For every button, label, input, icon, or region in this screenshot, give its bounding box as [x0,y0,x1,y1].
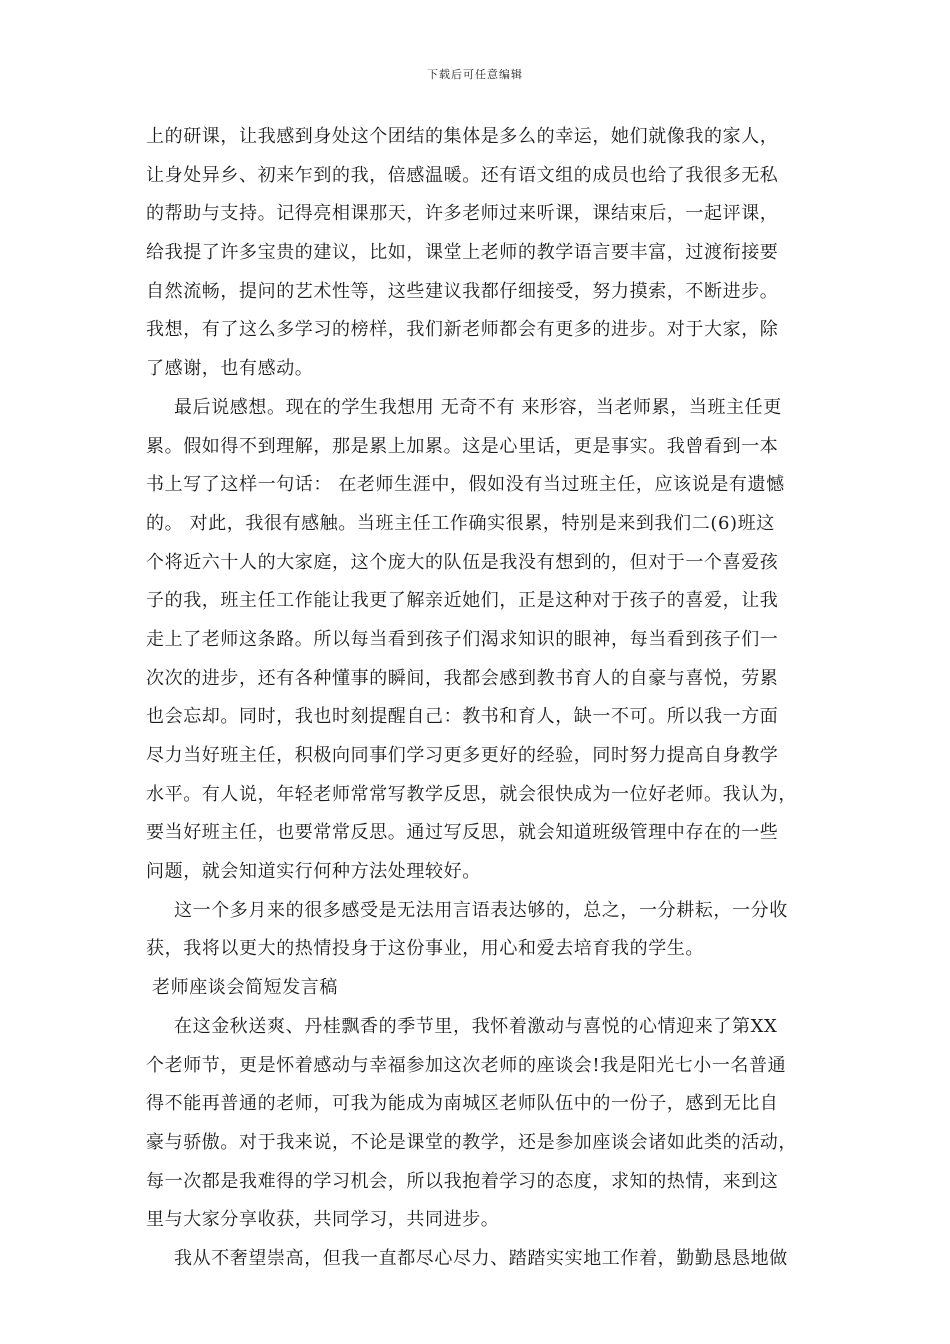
text-line: 尽力当好班主任，积极向同事们学习更多更好的经验，同时努力提高自身教学 [146,745,779,766]
text-line: 获，我将以更大的热情投身于这份事业，用心和爱去培育我的学生。 [146,938,704,960]
page-header: 下载后可任意编辑 [427,68,523,81]
document-body [146,118,830,1279]
text-line: 得不能再普通的老师，可我为能成为南城区老师队伍中的一份子，感到无比自 [146,1093,779,1115]
text-line: 个将近六十人的大家庭，这个庞大的队伍是我没有想到的，但对于一个喜爱孩 [146,551,779,573]
text-line: 自然流畅，提问的艺术性等，这些建议我都仔细接受，努力摸索，不断进步。 [146,280,779,302]
text-line: 也会忘却。同时，我也时刻提醒自己：教书和育人，缺一不可。所以我一方面 [146,706,779,728]
text-line: 让身处异乡、初来乍到的我，倍感温暖。还有语文组的成员也给了我很多无私 [146,164,779,186]
text-line: 最后说感想。现在的学生我想用 无奇不有 来形容，当老师累，当班主任更 [174,396,782,418]
text-line: 问题，就会知道实行何种方法处理较好。 [146,861,481,883]
text-line: 里与大家分享收获，共同学习，共同进步。 [146,1209,500,1231]
text-line: 在这金秋送爽、丹桂飘香的季节里，我怀着激动与喜悦的心情迎来了第XX [174,1015,778,1037]
section-heading: 老师座谈会简短发言稿 [152,977,338,999]
text-line: 的帮助与支持。记得亮相课那天，许多老师过来听课，课结束后，一起评课， [146,203,779,225]
text-line: 这一个多月来的很多感受是无法用言语表达够的，总之，一分耕耘，一分收 [174,899,788,921]
text-line: 我从不奢望崇高，但我一直都尽心尽力、踏踏实实地工作着，勤勤恳恳地做 [174,1247,788,1269]
text-line: 豪与骄傲。对于我来说，不论是课堂的教学，还是参加座谈会诸如此类的活动， [146,1131,797,1153]
text-line: 累。假如得不到理解，那是累上加累。这是心里话，更是事实。我曾看到一本 [146,435,779,457]
text-line: 上的研课，让我感到身处这个团结的集体是多么的幸运，她们就像我的家人， [146,126,779,147]
text-line: 我想，有了这么多学习的榜样，我们新老师都会有更多的进步。对于大家，除 [146,319,779,341]
text-line: 每一次都是我难得的学习机会，所以我抱着学习的态度，求知的热情，来到这 [146,1170,779,1192]
text-line: 个老师节，更是怀着感动与幸福参加这次老师的座谈会!我是阳光七小一名普通 [146,1054,787,1076]
text-line: 要当好班主任，也要常常反思。通过写反思，就会知道班级管理中存在的一些 [146,822,779,844]
text-line: 了感谢，也有感动。 [146,358,314,380]
text-line: 给我提了许多宝贵的建议，比如，课堂上老师的教学语言要丰富，过渡衔接要 [146,242,779,264]
text-line: 走上了老师这条路。所以每当看到孩子们渴求知识的眼神，每当看到孩子们一 [146,628,779,650]
text-line: 的。 对此，我很有感触。当班主任工作确实很累，特别是来到我们二(6)班这 [146,512,775,534]
text-line: 书上写了这样一句话： 在老师生涯中，假如没有当过班主任，应该说是有遗憾 [146,474,785,496]
text-line: 子的我，班主任工作能让我更了解亲近她们，正是这种对于孩子的喜爱，让我 [146,590,779,612]
text-line: 水平。有人说，年轻老师常常写教学反思，就会很快成为一位好老师。我认为， [146,783,797,805]
text-line: 次次的进步，还有各种懂事的瞬间，我都会感到教书育人的自豪与喜悦，劳累 [146,667,779,689]
